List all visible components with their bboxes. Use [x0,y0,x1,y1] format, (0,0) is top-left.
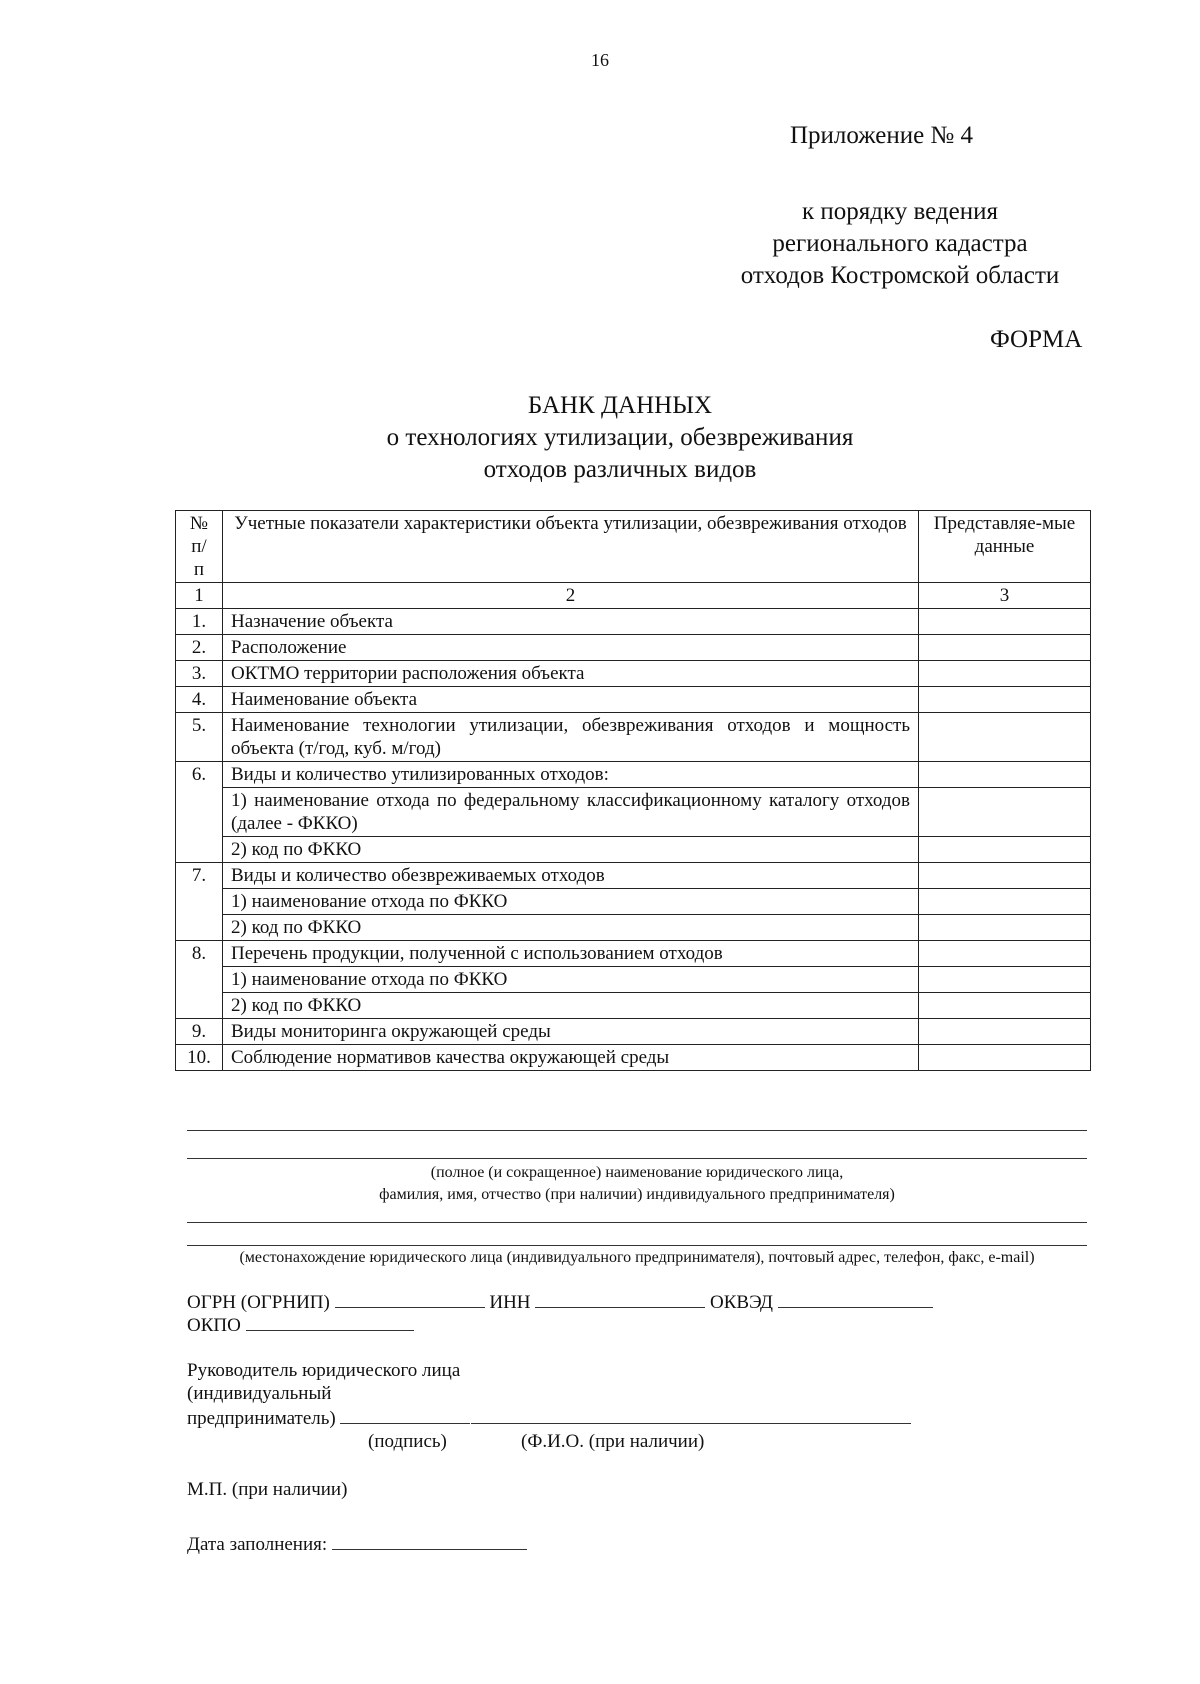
table-row [176,993,1091,1019]
column-numbers-row [176,583,1091,609]
row-text: 2) код по ФККО [223,993,919,1019]
appendix-subtitle [680,196,1120,292]
row-value-cell[interactable] [919,661,1091,687]
row-text: 1) наименование отхода по ФККО [223,967,919,993]
row-number: 4. [176,687,223,713]
row-number: 9. [176,1019,223,1045]
row-value-cell[interactable] [919,1045,1091,1071]
title-line: отходов различных видов [483,456,757,483]
subtitle-line: регионального кадастра [772,230,1028,257]
appendix-label: Приложение № 4 [790,122,974,149]
row-text: 2) код по ФККО [223,837,919,863]
header-indicators: Учетные показатели характеристики объекта утилизации, обезвреживания отходов [223,511,919,583]
data-bank-table [175,510,1091,1071]
row-value-cell[interactable] [919,889,1091,915]
table-row [176,915,1091,941]
row-value-cell[interactable] [919,609,1091,635]
row-value-cell[interactable] [919,993,1091,1019]
header-data: Представляе-мые данные [919,511,1091,583]
row-value-cell[interactable] [919,1019,1091,1045]
inn-field[interactable] [535,1289,705,1308]
entity-caption-line: (полное (и сокращенное) наименование юридического лица, [430,1164,844,1181]
entity-caption [187,1162,1087,1206]
table-row [176,1019,1091,1045]
row-text: 2) код по ФККО [223,915,919,941]
head-label: Руководитель юридического лица [187,1360,461,1381]
row-text: Назначение объекта [223,609,919,635]
table-row [176,788,1091,837]
subtitle-line: к порядку ведения [801,198,999,225]
date-label: Дата заполнения: [187,1534,328,1555]
table-row [176,863,1091,889]
entity-caption-line: фамилия, имя, отчество (при наличии) индивидуального предпринимателя) [379,1186,895,1203]
row-value-cell[interactable] [919,863,1091,889]
table-row [176,762,1091,788]
okpo-field[interactable] [246,1312,414,1331]
row-text: Соблюдение нормативов качества окружающей среды [223,1045,919,1071]
date-line [187,1531,527,1556]
table-row [176,889,1091,915]
row-number: 2. [176,635,223,661]
row-value-cell[interactable] [919,635,1091,661]
page-number: 16 [591,50,609,70]
title-line: БАНК ДАННЫХ [527,392,713,419]
stamp-label: М.П. (при наличии) [187,1479,348,1500]
form-label: ФОРМА [990,326,1083,353]
head-block [187,1359,911,1430]
address-line[interactable] [187,1245,1087,1246]
row-text: Перечень продукции, полученной с использованием отходов [223,941,919,967]
table-row [176,837,1091,863]
row-number: 6. [176,762,223,863]
row-value-cell[interactable] [919,837,1091,863]
fio-caption: (Ф.И.О. (при наличии) [521,1431,705,1452]
table-row [176,609,1091,635]
table-row [176,941,1091,967]
row-number: 3. [176,661,223,687]
row-text: 1) наименование отхода по федеральному классификационному каталогу отходов (далее - ФККО) [223,788,919,837]
ogrn-label: ОГРН (ОГРНИП) [187,1292,330,1313]
title-line: о технологиях утилизации, обезвреживания [386,424,854,451]
entity-name-line[interactable] [187,1158,1087,1159]
okpo-label: ОКПО [187,1315,241,1336]
row-text: Виды и количество утилизированных отходов: [223,762,919,788]
col-number: 1 [176,583,223,609]
okved-field[interactable] [778,1289,933,1308]
table-row [176,635,1091,661]
inn-label: ИНН [489,1292,531,1313]
row-text: ОКТМО территории расположения объекта [223,661,919,687]
row-number: 7. [176,863,223,941]
row-text: Наименование объекта [223,687,919,713]
head-label: предприниматель) [187,1408,336,1429]
row-value-cell[interactable] [919,788,1091,837]
registry-codes-line [187,1289,933,1314]
row-number: 5. [176,713,223,762]
address-line[interactable] [187,1222,1087,1223]
okved-label: ОКВЭД [710,1292,773,1313]
table-row [176,1045,1091,1071]
date-field[interactable] [332,1531,527,1550]
table-header-row [176,511,1091,583]
row-text: Виды и количество обезвреживаемых отходов [223,863,919,889]
row-number: 1. [176,609,223,635]
table-row [176,967,1091,993]
row-number: 8. [176,941,223,1019]
okpo-line [187,1312,414,1337]
col-number: 3 [919,583,1091,609]
entity-name-line[interactable] [187,1130,1087,1131]
row-value-cell[interactable] [919,687,1091,713]
row-text: Расположение [223,635,919,661]
table-row [176,687,1091,713]
header-num: № п/ п [176,511,223,583]
row-value-cell[interactable] [919,915,1091,941]
table-row [176,713,1091,762]
signature-caption: (подпись) [368,1431,447,1452]
fio-field[interactable] [471,1405,911,1424]
row-value-cell[interactable] [919,713,1091,762]
subtitle-line: отходов Костромской области [740,262,1060,289]
row-text: Наименование технологии утилизации, обезвреживания отходов и мощность объекта (т/год, куб. м/год) [223,713,919,762]
address-caption: (местонахождение юридического лица (индивидуального предпринимателя), почтовый адрес, телефон, факс, e-mail) [239,1249,1035,1266]
row-text: 1) наименование отхода по ФККО [223,889,919,915]
table-row [176,661,1091,687]
row-value-cell[interactable] [919,762,1091,788]
col-number: 2 [223,583,919,609]
signature-field[interactable] [340,1405,470,1424]
row-value-cell[interactable] [919,941,1091,967]
row-number: 10. [176,1045,223,1071]
ogrn-field[interactable] [335,1289,485,1308]
row-value-cell[interactable] [919,967,1091,993]
document-title [300,390,940,486]
row-text: Виды мониторинга окружающей среды [223,1019,919,1045]
head-label-with-fields [187,1405,911,1430]
head-label: (индивидуальный [187,1383,332,1404]
